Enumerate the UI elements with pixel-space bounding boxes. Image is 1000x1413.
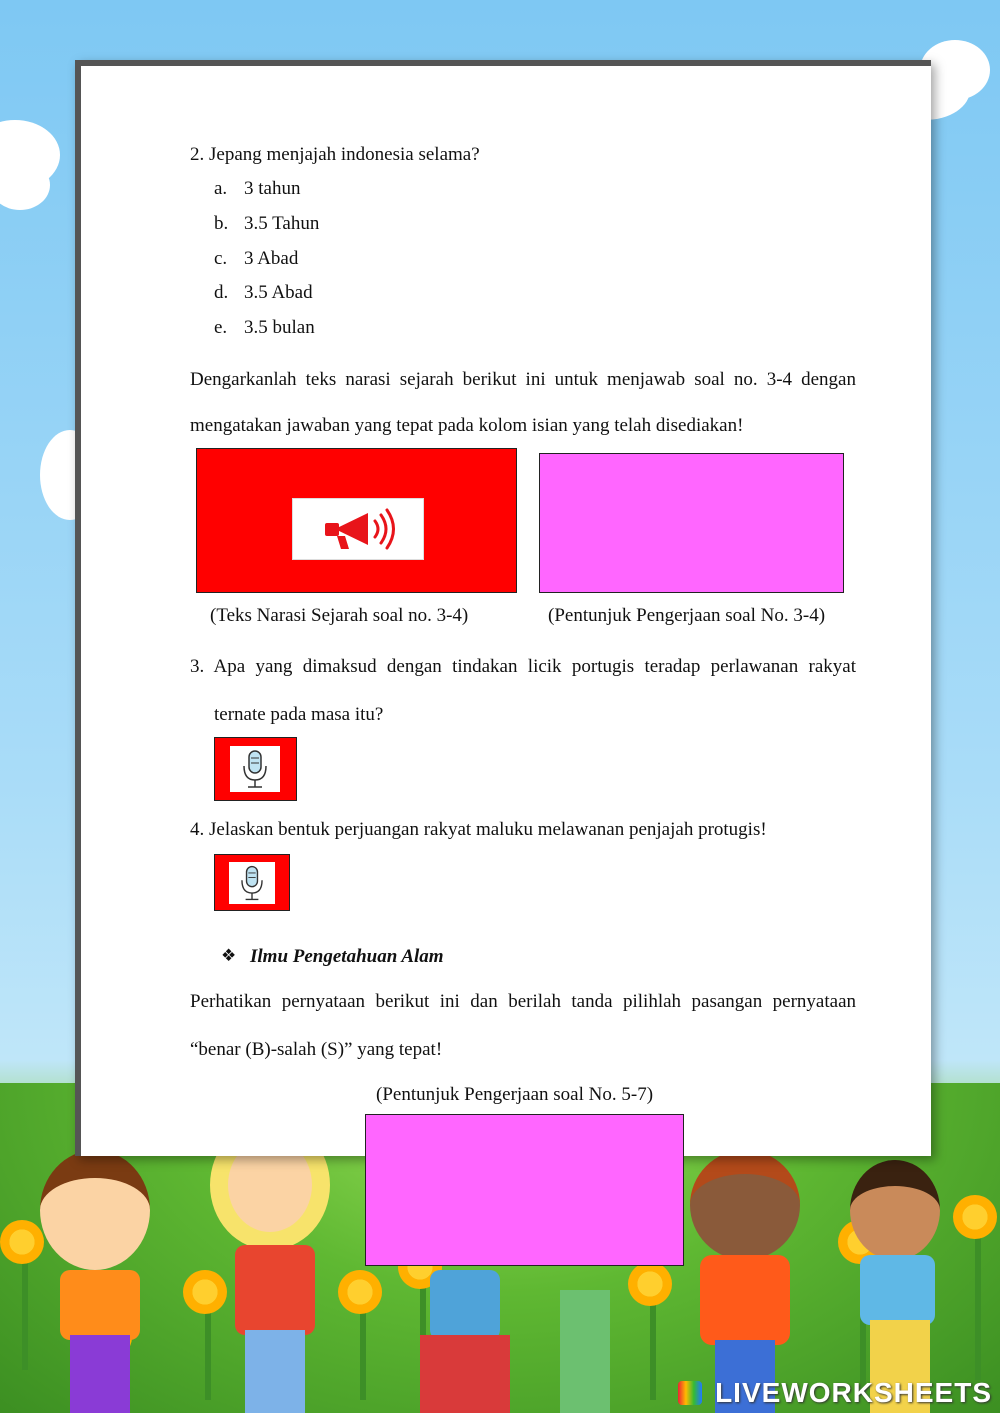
option-b[interactable]: 3.5 Tahun — [244, 213, 320, 234]
option-letter: a. — [214, 178, 228, 199]
microphone-icon — [230, 746, 280, 792]
instruction-5-7-caption: (Pentunjuk Pengerjaan soal No. 5-7) — [376, 1084, 654, 1105]
question-4: 4. Jelaskan bentuk perjuangan rakyat maluku melawanan penjajah protugis! — [190, 819, 767, 840]
option-c[interactable]: 3 Abad — [244, 248, 299, 269]
option-e[interactable]: 3.5 bulan — [244, 317, 315, 338]
cloud — [0, 160, 50, 210]
question-3-line2: ternate pada masa itu? — [214, 704, 384, 725]
instruction-caption: (Pentunjuk Pengerjaan soal No. 3-4) — [548, 605, 826, 626]
option-a[interactable]: 3 tahun — [244, 178, 301, 199]
megaphone-icon — [293, 499, 423, 559]
microphone-icon — [229, 862, 275, 904]
section-bullet-icon: ❖ — [221, 946, 237, 965]
instruction-5-7-box[interactable] — [365, 1114, 684, 1266]
section-title: Ilmu Pengetahuan Alam — [250, 946, 444, 967]
option-letter: c. — [214, 248, 228, 269]
option-d[interactable]: 3.5 Abad — [244, 282, 313, 303]
option-letter: d. — [214, 282, 229, 303]
record-answer-3-button[interactable] — [214, 737, 297, 801]
audio-caption: (Teks Narasi Sejarah soal no. 3-4) — [210, 605, 469, 626]
instruction-3-4-box[interactable] — [539, 453, 844, 593]
watermark: LIVEWORKSHEETS — [715, 1377, 992, 1408]
speaker-panel[interactable] — [292, 498, 424, 560]
option-letter: e. — [214, 317, 228, 338]
intro-5-7-line1: Perhatikan pernyataan berikut ini dan berilah tanda pilihlah pasangan pernyataan — [190, 991, 856, 1012]
record-answer-4-button[interactable] — [214, 854, 290, 911]
intro-3-4-line2: mengatakan jawaban yang tepat pada kolom isian yang telah disediakan! — [190, 415, 744, 436]
intro-3-4-line1: Dengarkanlah teks narasi sejarah berikut ini untuk menjawab soal no. 3-4 dengan — [190, 369, 856, 390]
question-2: 2. Jepang menjajah indonesia selama? — [190, 144, 480, 165]
question-3-line1: 3. Apa yang dimaksud dengan tindakan licik portugis teradap perlawanan rakyat — [190, 656, 856, 677]
intro-5-7-line2: “benar (B)-salah (S)” yang tepat! — [190, 1039, 443, 1060]
option-letter: b. — [214, 213, 229, 234]
liveworksheets-logo-icon — [678, 1381, 702, 1405]
